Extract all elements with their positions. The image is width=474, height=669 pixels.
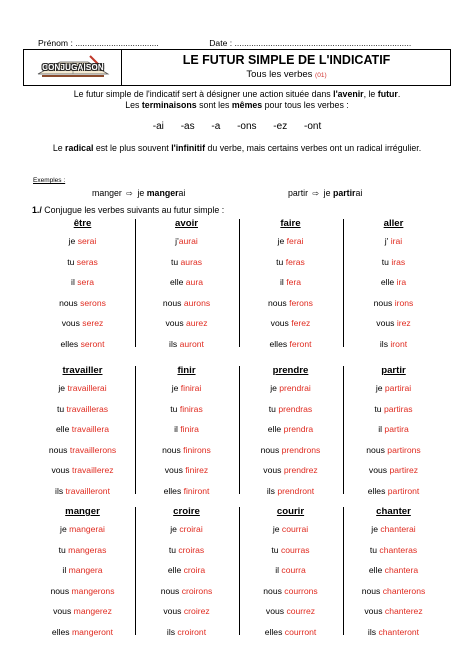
pronoun: tu <box>268 403 279 414</box>
pronoun: tu <box>170 256 181 267</box>
pronoun: vous <box>61 318 83 328</box>
pronoun: elle <box>267 424 284 434</box>
conjugation-line <box>240 334 341 355</box>
conjugated-form[interactable]: mangerez <box>73 606 112 616</box>
pronoun: vous <box>376 318 397 328</box>
conjugated-form[interactable]: chantera <box>384 565 419 575</box>
conjugated-form[interactable]: ferons <box>289 297 313 308</box>
pronoun: nous <box>48 444 70 455</box>
conjugation-grid <box>32 217 442 663</box>
conjugation-line <box>136 334 237 355</box>
conjugation-line <box>343 481 444 502</box>
pronoun: elles <box>367 485 388 496</box>
pronoun: elles <box>269 338 290 349</box>
intro-line-1 <box>20 89 454 100</box>
pronoun: elles <box>60 338 81 349</box>
conjugated-form[interactable]: mangeront <box>71 626 114 637</box>
conjugation-line <box>343 378 444 399</box>
conjugation-line <box>240 252 341 273</box>
pronoun: tu <box>381 256 392 267</box>
pronoun: je <box>277 236 287 246</box>
verb-column <box>32 505 133 642</box>
pronoun: elle <box>167 565 184 575</box>
conjugation-line <box>240 581 341 602</box>
conjugated-form[interactable]: irai <box>390 236 403 246</box>
pronoun: j' <box>384 236 391 246</box>
conjugation-line <box>240 540 341 561</box>
conjugated-form[interactable]: croirai <box>179 524 203 534</box>
ending: -ons <box>237 121 257 132</box>
conjugated-form[interactable]: ferez <box>291 318 311 328</box>
sheet-number: (01) <box>315 72 327 79</box>
verb-column <box>32 364 133 501</box>
conjugation-line <box>136 272 237 293</box>
conjugation-line <box>240 419 341 440</box>
conjugation-line <box>343 581 444 602</box>
conjugated-form[interactable]: serez <box>82 318 104 328</box>
conjugation-line <box>136 519 237 540</box>
conjugated-form[interactable]: mangeras <box>68 544 107 555</box>
pronoun: vous <box>270 318 292 328</box>
conjugated-form[interactable]: travaillerai <box>67 383 107 393</box>
conjugated-form[interactable]: aurez <box>186 318 208 328</box>
title-box <box>23 49 451 86</box>
intro-keyword-futur: futur <box>377 89 398 99</box>
conjugation-line <box>32 378 133 399</box>
conjugated-form[interactable]: finiras <box>179 403 203 414</box>
conjugation-line <box>343 560 444 581</box>
verb-heading: avoir <box>175 218 198 229</box>
pronoun: je <box>170 524 180 534</box>
arrow-right-icon: ⇨ <box>312 189 320 198</box>
verb-column <box>343 364 444 501</box>
conjugation-line <box>240 313 341 334</box>
conjugated-form[interactable]: irons <box>394 297 414 308</box>
verb-heading: courir <box>276 506 305 517</box>
verb-heading: partir <box>381 365 406 376</box>
conjugation-line <box>32 622 133 643</box>
example-pronoun: je <box>323 188 333 198</box>
pronoun: vous <box>368 465 390 475</box>
verb-column <box>343 505 444 642</box>
conjugated-form[interactable]: seras <box>76 256 98 267</box>
conjugated-form[interactable]: partirai <box>384 383 412 393</box>
conjugated-form[interactable]: aurai <box>178 236 198 246</box>
conjugation-line <box>240 293 341 314</box>
conjugated-form[interactable]: finirons <box>183 444 211 455</box>
pronoun: je <box>58 383 68 393</box>
conjugation-line <box>136 460 237 481</box>
pronoun: je <box>270 383 280 393</box>
conjugated-form[interactable]: mangerons <box>71 585 115 596</box>
conjugation-line <box>240 460 341 481</box>
page-subtitle <box>123 69 450 80</box>
pronoun: tu <box>170 403 180 414</box>
conjugation-line <box>343 622 444 643</box>
conjugated-form[interactable]: travaillerons <box>69 444 117 455</box>
pronoun: tu <box>67 256 77 267</box>
radical-text-part: est le plus souvent <box>93 143 172 153</box>
radical-text-part: Le <box>52 143 66 153</box>
conjugation-line <box>136 581 237 602</box>
pronoun: nous <box>366 444 388 455</box>
title-area <box>123 50 450 85</box>
conjugated-form[interactable]: finirai <box>180 383 202 393</box>
conjugated-form[interactable]: courrons <box>284 585 318 596</box>
conjugation-line <box>32 231 133 252</box>
intro-keyword-avenir: l'avenir <box>333 89 364 99</box>
conjugated-form[interactable]: partirons <box>387 444 421 455</box>
conjugated-form[interactable]: aura <box>185 277 203 287</box>
conjugation-line <box>343 272 444 293</box>
conjugation-line <box>240 399 341 420</box>
conjugated-form[interactable]: courrez <box>286 606 316 616</box>
intro-keyword-memes: mêmes <box>231 100 263 110</box>
pronoun: tu <box>276 256 286 267</box>
conjugation-line <box>240 440 341 461</box>
intro-text-part: . <box>397 89 401 99</box>
conjugation-line <box>32 460 133 481</box>
conjugation-line <box>343 334 444 355</box>
conjugation-line <box>32 540 133 561</box>
pronoun: vous <box>164 465 186 475</box>
conjugated-form[interactable]: courra <box>281 565 306 575</box>
pronoun: tu <box>369 544 380 555</box>
intro-text <box>20 89 454 111</box>
conjugated-form[interactable]: courront <box>284 626 317 637</box>
conjugation-line <box>32 581 133 602</box>
pronoun: nous <box>160 585 182 596</box>
intro-text-part: , le <box>363 89 378 99</box>
conjugation-line <box>136 622 237 643</box>
radical-keyword: radical <box>65 143 94 153</box>
intro-text-part: Les <box>125 100 142 110</box>
pronoun: vous <box>163 606 184 616</box>
conjugated-form[interactable]: serons <box>80 297 106 308</box>
conjugation-line <box>343 252 444 273</box>
ending: -as <box>180 121 195 132</box>
conjugated-form[interactable]: prendrons <box>281 444 321 455</box>
examples-label: Exemples : <box>33 177 66 184</box>
conjugated-form[interactable]: prendra <box>283 424 314 434</box>
pronoun: je <box>272 524 282 534</box>
conjugation-line <box>32 293 133 314</box>
pronoun: ils <box>379 338 391 349</box>
instruction-text: Conjugue les verbes suivants au futur simple : <box>41 205 225 215</box>
conjugated-form[interactable]: croira <box>183 565 206 575</box>
conjugation-line <box>32 440 133 461</box>
conjugation-line <box>136 540 237 561</box>
verb-heading: manger <box>65 506 100 517</box>
ending: -ai <box>152 121 164 132</box>
verb-heading: être <box>73 218 92 229</box>
pronoun: vous <box>51 465 72 475</box>
radical-text-part: du verbe, mais certains verbes ont un radical irrégulier. <box>205 143 422 153</box>
conjugation-line <box>136 378 237 399</box>
ending: -ont <box>303 121 322 132</box>
page-title: LE FUTUR SIMPLE DE L'INDICATIF <box>182 53 391 67</box>
conjugation-line <box>32 334 133 355</box>
verb-heading: aller <box>383 218 404 229</box>
conjugation-line <box>32 252 133 273</box>
conjugated-form[interactable]: travaillera <box>71 424 110 434</box>
pronoun: nous <box>59 297 81 308</box>
pronoun: ils <box>169 338 180 349</box>
pronoun: il <box>378 424 385 434</box>
pronoun: j' <box>175 236 179 246</box>
pronoun: il <box>279 277 287 287</box>
conjugated-form[interactable]: aurons <box>183 297 211 308</box>
verb-heading: chanter <box>376 506 411 517</box>
conjugation-line <box>240 560 341 581</box>
pronoun: tu <box>56 403 67 414</box>
example-pronoun: je <box>137 188 147 198</box>
conjugated-form[interactable]: iras <box>391 256 406 267</box>
conjugation-line <box>240 378 341 399</box>
pronoun: je <box>375 383 385 393</box>
conjugation-line <box>240 272 341 293</box>
intro-line-2 <box>20 100 454 111</box>
pronoun: tu <box>271 544 281 555</box>
conjugated-form[interactable]: croiras <box>178 544 205 555</box>
pronoun: tu <box>168 544 179 555</box>
conjugated-form[interactable]: auront <box>179 338 204 349</box>
conjugation-line <box>343 540 444 561</box>
example-radical: manger <box>146 188 179 198</box>
conjugation-line <box>343 313 444 334</box>
conjugated-form[interactable]: partirez <box>389 465 419 475</box>
conjugated-form[interactable]: croirez <box>183 606 210 616</box>
conjugated-form[interactable]: finira <box>180 424 199 434</box>
pronoun: il <box>71 277 78 287</box>
ending: -ez <box>273 121 288 132</box>
pronoun: je <box>60 524 70 534</box>
conjugation-line <box>32 601 133 622</box>
pronoun: ils <box>166 626 178 637</box>
conjugated-form[interactable]: fera <box>286 277 302 287</box>
conjugation-line <box>343 293 444 314</box>
example-ending: ai <box>355 188 363 198</box>
exercise-number: 1./ <box>32 205 42 215</box>
ending: -a <box>211 121 221 132</box>
logo-text: CONJUGAISON <box>42 63 104 72</box>
pronoun: nous <box>162 444 184 455</box>
conjugated-form[interactable]: partiras <box>383 403 413 414</box>
pronoun: elles <box>51 626 72 637</box>
conjugated-form[interactable]: courrai <box>281 524 309 534</box>
conjugated-form[interactable]: croirons <box>181 585 213 596</box>
verb-heading: finir <box>177 365 196 376</box>
intro-text-part: Le futur simple de l'indicatif sert à désigner une action située dans <box>73 89 334 99</box>
pronoun: nous <box>268 297 290 308</box>
verb-heading: travailler <box>62 365 103 376</box>
conjugated-form[interactable]: chanterons <box>382 585 426 596</box>
pronoun: il <box>62 565 69 575</box>
conjugated-form[interactable]: mangerai <box>69 524 105 534</box>
infinitif-keyword: l'infinitif <box>171 143 206 153</box>
intro-keyword-terminaisons: terminaisons <box>141 100 197 110</box>
verb-column <box>240 505 341 642</box>
pronoun: nous <box>162 297 184 308</box>
pronoun: je <box>68 236 78 246</box>
conjugated-form[interactable]: chanteras <box>379 544 418 555</box>
pronoun: nous <box>260 444 282 455</box>
subtitle-text: Tous les verbes <box>246 69 313 80</box>
pronoun: il <box>174 424 181 434</box>
conjugation-line <box>343 399 444 420</box>
radical-text <box>30 143 444 154</box>
conjugated-form[interactable]: feras <box>285 256 305 267</box>
conjugation-line <box>136 440 237 461</box>
conjugation-line <box>240 601 341 622</box>
verb-column <box>343 217 444 354</box>
conjugated-form[interactable]: ferai <box>286 236 304 246</box>
pronoun: nous <box>263 585 285 596</box>
conjugated-form[interactable]: courras <box>280 544 310 555</box>
conjugation-line <box>343 419 444 440</box>
conjugated-form[interactable]: chanteront <box>378 626 420 637</box>
pronoun: nous <box>50 585 72 596</box>
conjugated-form[interactable]: seront <box>80 338 105 349</box>
pronoun: je <box>171 383 181 393</box>
example-manger <box>92 188 185 198</box>
example-partir <box>288 188 362 198</box>
pronoun: elle <box>380 277 397 287</box>
conjugated-form[interactable]: mangera <box>68 565 103 575</box>
verb-heading: croire <box>173 506 200 517</box>
verb-column <box>32 217 133 354</box>
conjugated-form[interactable]: chanterez <box>384 606 423 616</box>
conjugated-form[interactable]: prendrai <box>279 383 311 393</box>
conjugation-line <box>136 252 237 273</box>
pronoun: vous <box>265 606 287 616</box>
conjugated-form[interactable]: serai <box>77 236 97 246</box>
verb-heading: prendre <box>272 365 309 376</box>
pronoun: ils <box>266 485 278 496</box>
conjugated-form[interactable]: travailleras <box>66 403 109 414</box>
verb-column <box>240 217 341 354</box>
verb-column <box>136 364 237 501</box>
pronoun: tu <box>58 544 69 555</box>
pronoun: elles <box>163 485 184 496</box>
conjugated-form[interactable]: prendras <box>278 403 313 414</box>
conjugated-form[interactable]: feront <box>289 338 312 349</box>
example-radical: partir <box>332 188 356 198</box>
conjugated-form[interactable]: travailleront <box>65 485 110 496</box>
pronoun: vous <box>53 606 74 616</box>
conjugation-line <box>136 481 237 502</box>
pronoun: je <box>371 524 381 534</box>
pronoun: elles <box>264 626 285 637</box>
conjugated-form[interactable]: partira <box>384 424 409 434</box>
conjugated-form[interactable]: finiront <box>183 485 210 496</box>
verb-heading: faire <box>280 218 301 229</box>
conjugated-form[interactable]: chanterai <box>380 524 416 534</box>
pronoun: elle <box>55 424 72 434</box>
pronoun: elle <box>170 277 186 287</box>
verb-column <box>136 505 237 642</box>
exercise-instruction <box>32 205 224 215</box>
conjugated-form[interactable]: iront <box>390 338 408 349</box>
conjugated-form[interactable]: croiront <box>177 626 207 637</box>
conjugated-form[interactable]: partiront <box>387 485 420 496</box>
conjugation-line <box>240 622 341 643</box>
intro-text-part: pour tous les verbes : <box>262 100 349 110</box>
conjugation-line <box>343 440 444 461</box>
verb-column <box>240 364 341 501</box>
conjugation-line <box>136 601 237 622</box>
date-field[interactable]: Date : .......................................................................... <box>209 38 412 48</box>
pronoun: vous <box>364 606 385 616</box>
pronoun: nous <box>373 297 395 308</box>
conjugaison-logo <box>24 50 122 85</box>
verb-column <box>136 217 237 354</box>
conjugated-form[interactable]: auras <box>180 256 203 267</box>
conjugated-form[interactable]: prendront <box>277 485 315 496</box>
conjugation-line <box>136 231 237 252</box>
conjugation-line <box>32 481 133 502</box>
pronoun: ils <box>367 626 379 637</box>
conjugation-line <box>240 231 341 252</box>
prenom-field[interactable]: Prénom : ................................... <box>38 38 159 48</box>
conjugation-line <box>136 419 237 440</box>
conjugated-form[interactable]: finirez <box>185 465 209 475</box>
pronoun: vous <box>263 465 284 475</box>
conjugation-line <box>343 231 444 252</box>
conjugation-line <box>136 560 237 581</box>
pronoun: vous <box>165 318 187 328</box>
endings-list <box>0 121 474 132</box>
pronoun: elle <box>368 565 385 575</box>
pronoun: ils <box>55 485 66 496</box>
example-ending: ai <box>178 188 186 198</box>
conjugation-line <box>240 481 341 502</box>
conjugated-form[interactable]: prendrez <box>283 465 318 475</box>
conjugated-form[interactable]: ira <box>396 277 407 287</box>
conjugation-line <box>32 560 133 581</box>
intro-text-part: sont les <box>196 100 232 110</box>
conjugation-line <box>343 601 444 622</box>
example-infinitive: partir <box>288 188 309 198</box>
pronoun: nous <box>361 585 383 596</box>
conjugation-line <box>343 460 444 481</box>
conjugated-form[interactable]: irez <box>396 318 411 328</box>
conjugation-line <box>136 399 237 420</box>
pronoun: tu <box>374 403 384 414</box>
conjugation-line <box>32 519 133 540</box>
conjugated-form[interactable]: sera <box>77 277 94 287</box>
conjugation-line <box>32 419 133 440</box>
pronoun: il <box>275 565 282 575</box>
conjugation-line <box>240 519 341 540</box>
conjugation-line <box>32 399 133 420</box>
conjugation-line <box>32 272 133 293</box>
example-infinitive: manger <box>92 188 122 198</box>
conjugation-line <box>32 313 133 334</box>
header-fields <box>38 38 411 48</box>
conjugation-line <box>343 519 444 540</box>
conjugation-line <box>136 293 237 314</box>
conjugated-form[interactable]: travaillerez <box>71 465 114 475</box>
conjugation-line <box>136 313 237 334</box>
arrow-right-icon: ⇨ <box>126 189 133 198</box>
